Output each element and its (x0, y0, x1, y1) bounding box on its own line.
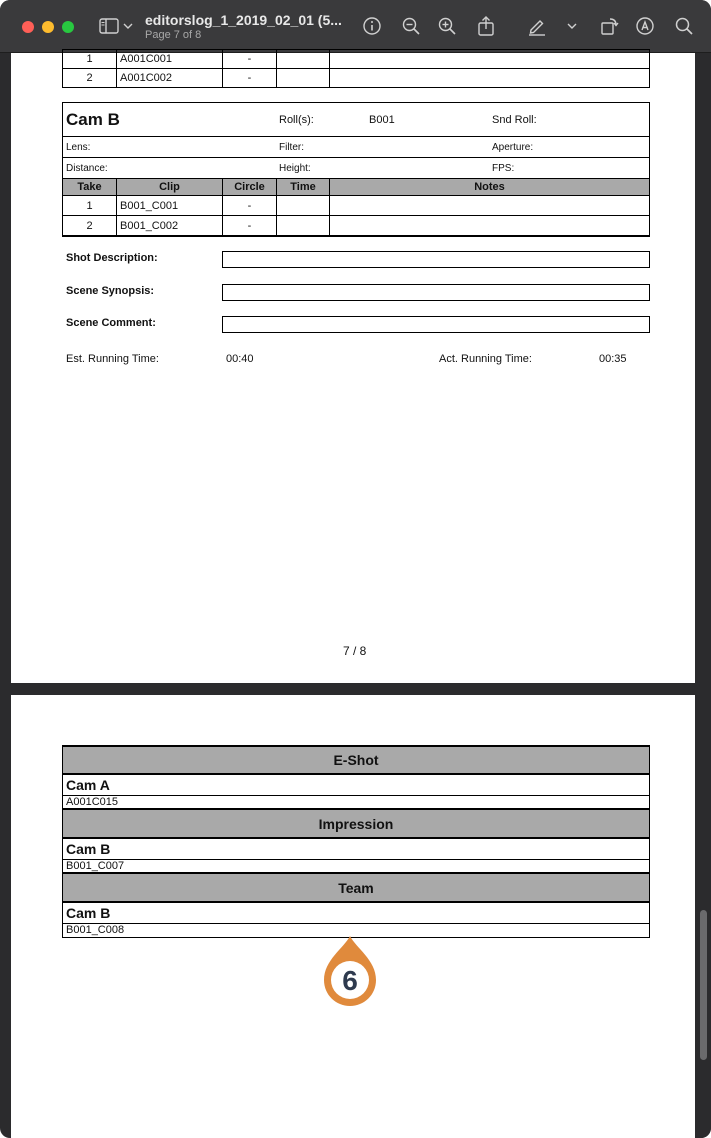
table-row (63, 216, 650, 236)
time-cell (277, 50, 330, 69)
chevron-down-icon (567, 22, 577, 30)
shot-description-field (222, 251, 650, 268)
take-header: Take (63, 179, 117, 196)
time-cell (277, 196, 330, 216)
cam-row (63, 902, 650, 923)
clip-cell: B001_C002 (117, 216, 223, 236)
divider (63, 157, 650, 158)
circle-cell: - (223, 196, 277, 216)
table-row (63, 50, 650, 69)
callout-marker (322, 934, 378, 1008)
clip-value: B001_C008 (63, 923, 650, 937)
take-cell: 2 (63, 216, 117, 236)
rotate-button[interactable] (598, 14, 620, 38)
clip-row (63, 795, 650, 809)
distance-label: Distance: (66, 163, 108, 174)
clip-cell: A001C002 (117, 69, 223, 88)
table-header-row (63, 179, 650, 196)
divider (63, 136, 650, 137)
window-title: editorslog_1_2019_02_01 (5... (145, 12, 342, 28)
search-button[interactable] (673, 14, 695, 38)
notes-cell (330, 69, 650, 88)
clip-value: B001_C007 (63, 859, 650, 873)
take-cell: 1 (63, 50, 117, 69)
cam-b-title: Cam B (66, 110, 120, 129)
close-window-button[interactable] (22, 21, 34, 33)
zoom-window-button[interactable] (62, 21, 74, 33)
clip-value: A001C015 (63, 795, 650, 809)
notes-header: Notes (330, 179, 650, 196)
act-running-time-value: 00:35 (599, 353, 627, 365)
highlight-pen-icon (527, 16, 547, 36)
shot-description-label: Shot Description: (66, 252, 158, 264)
fps-label: FPS: (492, 163, 515, 174)
rotate-icon (599, 16, 619, 36)
scene-synopsis-field (222, 284, 650, 301)
share-button[interactable] (475, 14, 497, 38)
notes-cell (330, 196, 650, 216)
clip-row (63, 859, 650, 873)
scene-summary-table (62, 745, 650, 938)
share-icon (477, 15, 495, 37)
take-cell: 2 (63, 69, 117, 88)
zoom-in-button[interactable] (436, 14, 458, 38)
notes-cell (330, 50, 650, 69)
scene-synopsis-label: Scene Synopsis: (66, 285, 155, 297)
table-row (63, 69, 650, 88)
window-subtitle: Page 7 of 8 (145, 29, 202, 41)
circle-cell: - (223, 69, 277, 88)
pdf-page-8 (11, 695, 695, 1138)
aperture-label: Aperture: (492, 142, 534, 153)
pdf-page-7 (11, 53, 695, 683)
rolls-value: B001 (369, 114, 395, 126)
cam-label: Cam B (63, 838, 650, 859)
highlight-menu-button[interactable] (566, 14, 578, 38)
markup-icon (635, 16, 655, 36)
clip-header: Clip (117, 179, 223, 196)
chevron-down-icon (123, 22, 133, 30)
height-label: Height: (279, 163, 311, 174)
cam-label: Cam B (63, 902, 650, 923)
sidebar-icon (99, 18, 119, 34)
cam-a-take-table (62, 49, 650, 88)
info-button[interactable] (361, 14, 383, 38)
scene-comment-field (222, 316, 650, 333)
clip-cell: B001_C001 (117, 196, 223, 216)
lens-label: Lens: (66, 142, 91, 153)
circle-cell: - (223, 216, 277, 236)
section-header: Team (63, 873, 650, 902)
search-icon (674, 16, 694, 36)
markup-button[interactable] (634, 14, 656, 38)
est-running-time-value: 00:40 (226, 353, 254, 365)
scene-comment-label: Scene Comment: (66, 317, 156, 329)
notes-cell (330, 216, 650, 236)
table-row (63, 196, 650, 216)
circle-cell: - (223, 50, 277, 69)
time-cell (277, 69, 330, 88)
cam-row (63, 838, 650, 859)
info-icon (362, 16, 382, 36)
section-header: E-Shot (63, 746, 650, 774)
cam-label: Cam A (63, 774, 650, 795)
callout-number: 6 (342, 965, 358, 996)
minimize-window-button[interactable] (42, 21, 54, 33)
page-number: 7 / 8 (343, 644, 367, 658)
cam-row (63, 774, 650, 795)
section-header-row (63, 746, 650, 774)
zoom-out-button[interactable] (400, 14, 422, 38)
take-cell: 1 (63, 196, 117, 216)
cam-b-take-table (62, 178, 650, 236)
zoom-in-icon (437, 16, 457, 36)
time-cell (277, 216, 330, 236)
section-header-row (63, 873, 650, 902)
highlight-button[interactable] (526, 14, 548, 38)
zoom-out-icon (401, 16, 421, 36)
sidebar-toggle-button[interactable] (98, 14, 120, 38)
clip-cell: A001C001 (117, 50, 223, 69)
rolls-label: Roll(s): (279, 114, 314, 126)
est-running-time-label: Est. Running Time: (66, 353, 159, 365)
filter-label: Filter: (279, 142, 304, 153)
time-header: Time (277, 179, 330, 196)
section-header: Impression (63, 809, 650, 838)
circle-header: Circle (223, 179, 277, 196)
titlebar (0, 0, 711, 53)
act-running-time-label: Act. Running Time: (439, 353, 532, 365)
scrollbar-thumb[interactable] (700, 910, 707, 1060)
snd-roll-label: Snd Roll: (492, 114, 537, 126)
section-header-row (63, 809, 650, 838)
sidebar-menu-button[interactable] (122, 14, 134, 38)
